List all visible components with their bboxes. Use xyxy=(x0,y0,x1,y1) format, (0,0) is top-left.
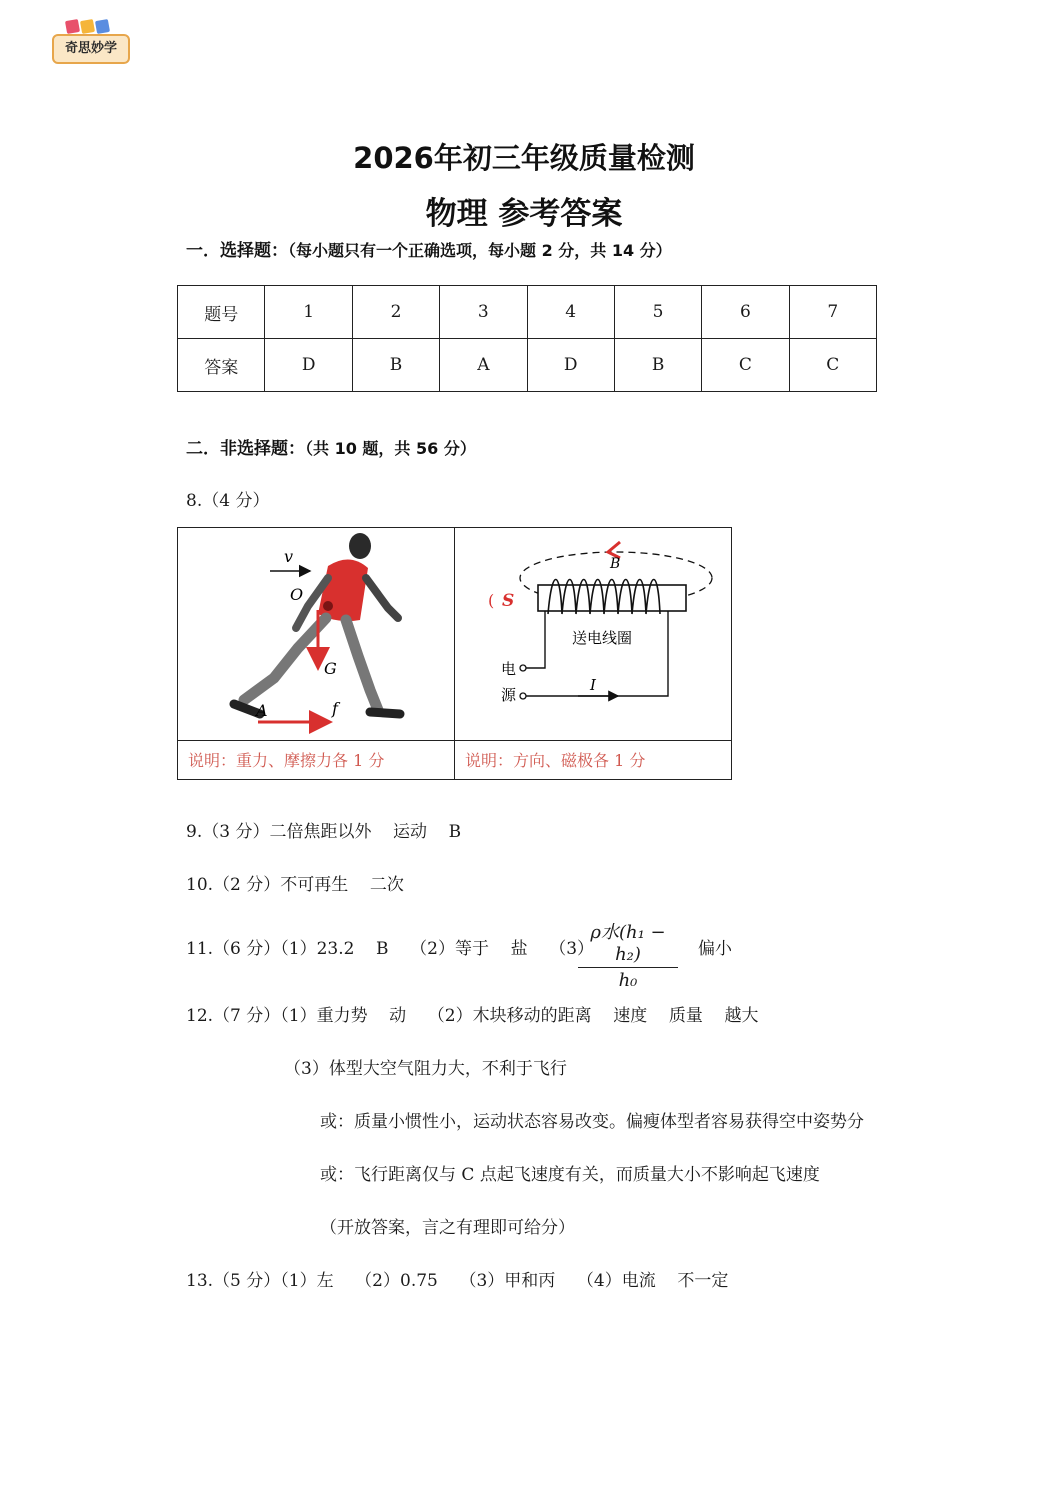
label-A: A xyxy=(256,701,268,720)
label-v: v xyxy=(284,547,294,566)
table-cell: 7 xyxy=(789,286,876,339)
q13-answer: 13.（5 分）（1）左 （2）0.75 （3）甲和丙 （4）电流 不一定 xyxy=(186,1271,729,1291)
section1-heading xyxy=(186,236,672,261)
label-coil: 送电线圈 xyxy=(572,629,633,647)
q12-line2: （3）体型大空气阻力大，不利于飞行 xyxy=(284,1059,567,1079)
q8-figures xyxy=(178,528,730,740)
table-cell: 2 xyxy=(352,286,439,339)
q11-prefix: 11.（6 分）（1）23.2 B （2）等于 盐 （3） xyxy=(186,939,595,959)
caption-right: 说明：方向、磁极各 1 分 xyxy=(465,751,646,770)
row-label-answer: 答案 xyxy=(178,339,265,392)
fraction-numerator: ρ水(h₁ − h₂) xyxy=(578,918,678,968)
table-cell: A xyxy=(440,339,527,392)
table-cell: B xyxy=(614,339,701,392)
q11-suffix: 偏小 xyxy=(698,939,732,959)
q12-line4: 或：飞行距离仅与 C 点起飞速度有关，而质量大小不影响起飞速度 xyxy=(320,1165,820,1185)
label-power-2: 源 xyxy=(501,686,517,704)
paren-open: ( xyxy=(488,591,495,610)
caption-left: 说明：重力、摩擦力各 1 分 xyxy=(188,751,385,770)
table-row-answers xyxy=(178,339,877,392)
brand-logo xyxy=(52,18,128,64)
q10-answer: 10.（2 分）不可再生 二次 xyxy=(186,875,404,895)
table-cell: 3 xyxy=(440,286,527,339)
section2-heading xyxy=(186,434,476,459)
fraction-denominator: h₀ xyxy=(618,970,638,991)
q12-line1: 12.（7 分）（1）重力势 动 （2）木块移动的距离 速度 质量 越大 xyxy=(186,1006,759,1026)
section1-title: 一．选择题： xyxy=(186,241,288,261)
label-I: I xyxy=(590,676,596,694)
label-f: f xyxy=(332,699,338,718)
answer-table xyxy=(177,285,877,392)
wire-left xyxy=(525,611,545,668)
label-O: O xyxy=(290,585,304,604)
row-label-number: 题号 xyxy=(178,286,265,339)
terminal-bottom xyxy=(520,693,526,699)
table-cell: 4 xyxy=(527,286,614,339)
label-power-1: 电 xyxy=(501,660,517,678)
q8-figure-box xyxy=(177,527,732,780)
q8-label: 8.（4 分） xyxy=(186,491,270,511)
table-cell: D xyxy=(527,339,614,392)
section2-note: （共 10 题，共 56 分） xyxy=(305,439,476,458)
terminal-top xyxy=(520,665,526,671)
q9-answer: 9.（3 分）二倍焦距以外 运动 B xyxy=(186,822,462,842)
wire-right xyxy=(525,611,668,696)
page-subtitle: 物理 参考答案 xyxy=(425,196,623,232)
table-cell: 1 xyxy=(265,286,352,339)
table-cell: 5 xyxy=(614,286,701,339)
label-B: B xyxy=(610,556,621,572)
label-S: S xyxy=(502,591,515,611)
figure-divider-horizontal xyxy=(178,740,731,741)
table-cell: D xyxy=(265,339,352,392)
table-cell: B xyxy=(352,339,439,392)
table-row-numbers xyxy=(178,286,877,339)
logo-text: 奇思妙学 xyxy=(52,34,130,64)
table-cell: 6 xyxy=(702,286,789,339)
q12-line5: （开放答案，言之有理即可给分） xyxy=(320,1218,575,1238)
section1-note: （每小题只有一个正确选项，每小题 2 分，共 14 分） xyxy=(288,241,672,260)
table-cell: C xyxy=(702,339,789,392)
q11-fraction xyxy=(578,918,678,991)
page-title: 2026年初三年级质量检测 xyxy=(353,141,695,175)
table-cell: C xyxy=(789,339,876,392)
section2-title: 二．非选择题： xyxy=(186,439,305,459)
q12-line3: 或：质量小惯性小，运动状态容易改变。偏瘦体型者容易获得空中姿势分 xyxy=(320,1112,864,1132)
label-G: G xyxy=(324,659,337,678)
